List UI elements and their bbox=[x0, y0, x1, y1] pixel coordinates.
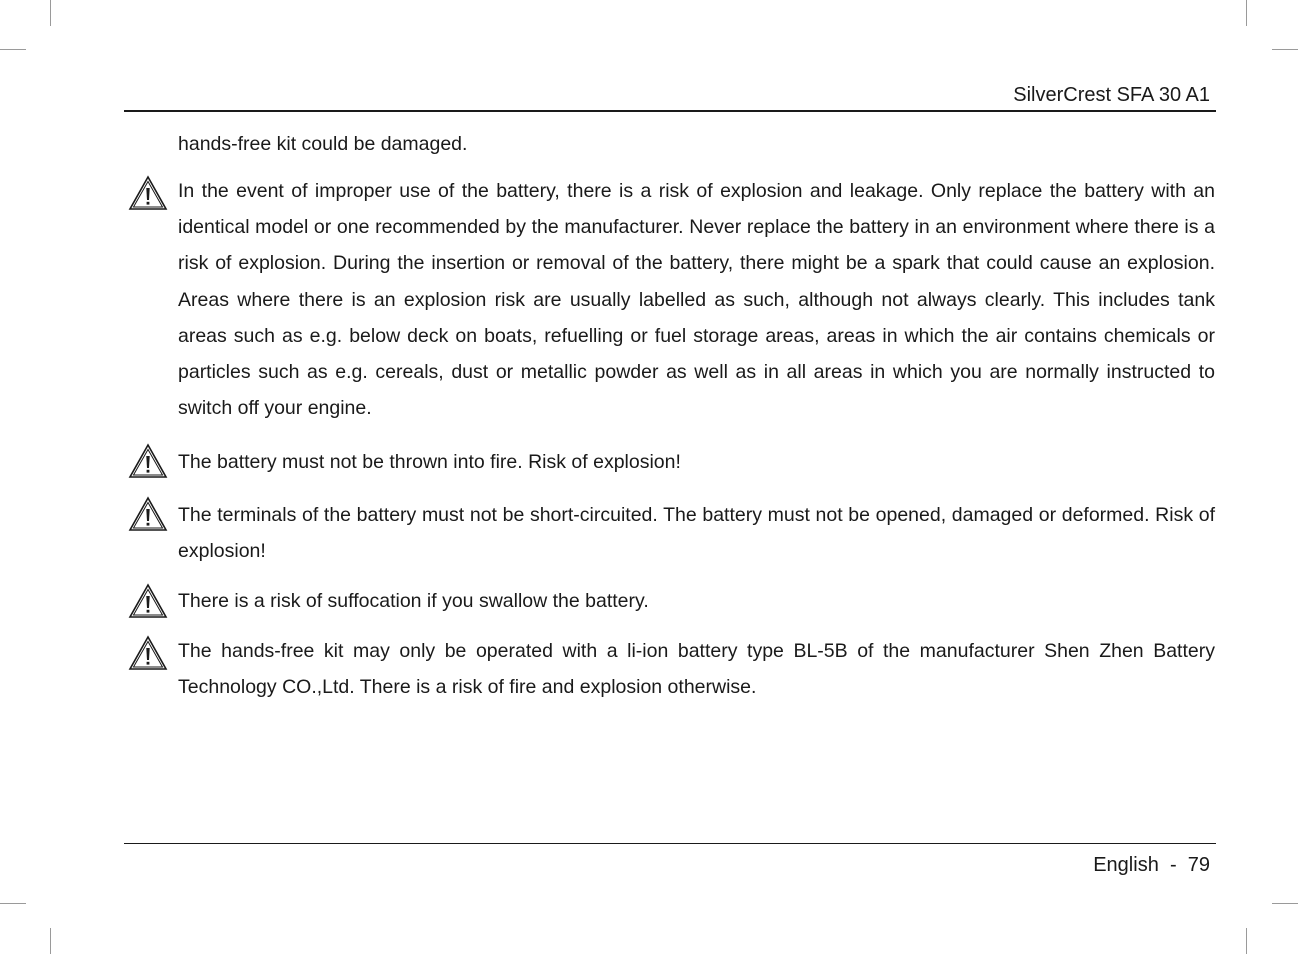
warning-text: The hands-free kit may only be operated with a li-ion battery type BL-5B of the manufacturer Shen Zhen Battery Technology CO.,Ltd. There is a risk of fire and explosion otherwise. bbox=[178, 640, 1215, 699]
crop-mark bbox=[1246, 928, 1247, 954]
warning-triangle-icon bbox=[128, 583, 168, 619]
footer-rule bbox=[124, 843, 1216, 844]
footer-language: English bbox=[1093, 854, 1159, 876]
warning-text: There is a risk of suffocation if you swallow the battery. bbox=[178, 590, 649, 612]
warning-triangle-icon bbox=[128, 635, 168, 671]
warning-text: The battery must not be thrown into fire. Risk of explosion! bbox=[178, 451, 681, 473]
warning-triangle-icon bbox=[128, 443, 168, 479]
warning-item bbox=[178, 633, 1215, 705]
warning-item bbox=[178, 497, 1215, 569]
warning-item bbox=[178, 583, 1215, 619]
running-header-title: SilverCrest SFA 30 A1 bbox=[1013, 84, 1210, 106]
header-rule bbox=[124, 110, 1216, 112]
warning-item bbox=[178, 444, 1215, 480]
page-footer bbox=[1093, 851, 1210, 879]
continuation-paragraph: hands-free kit could be damaged. bbox=[178, 133, 468, 155]
crop-mark bbox=[50, 0, 51, 26]
warning-item bbox=[178, 173, 1215, 426]
crop-mark bbox=[1272, 49, 1298, 50]
footer-separator: - bbox=[1169, 854, 1177, 876]
crop-mark bbox=[1246, 0, 1247, 26]
warning-text: The terminals of the battery must not be short-circuited. The battery must not be opened, damaged or deformed. Risk of explosion! bbox=[178, 504, 1215, 563]
page-number: 79 bbox=[1187, 854, 1210, 876]
crop-mark bbox=[0, 903, 26, 904]
crop-mark bbox=[50, 928, 51, 954]
warning-triangle-icon bbox=[128, 496, 168, 532]
crop-mark bbox=[1272, 903, 1298, 904]
crop-mark bbox=[0, 49, 26, 50]
warning-text: In the event of improper use of the battery, there is a risk of explosion and leakage. Only replace the battery with an identical model or one recommended by the manufacturer. Never replace the battery in an environment where there is a risk of explosion. During the insertion or removal of the battery, there might be a spark that could cause an explosion. Areas where there is an explosion risk are usually labelled as such, although not always clearly. This includes tank areas such as e.g. below deck on boats, refuelling or fuel storage areas, areas in which the air contains chemicals or particles such as e.g. cereals, dust or metallic powder as well as in all areas in which you are normally instructed to switch off your engine. bbox=[178, 180, 1215, 420]
warning-triangle-icon bbox=[128, 175, 168, 211]
